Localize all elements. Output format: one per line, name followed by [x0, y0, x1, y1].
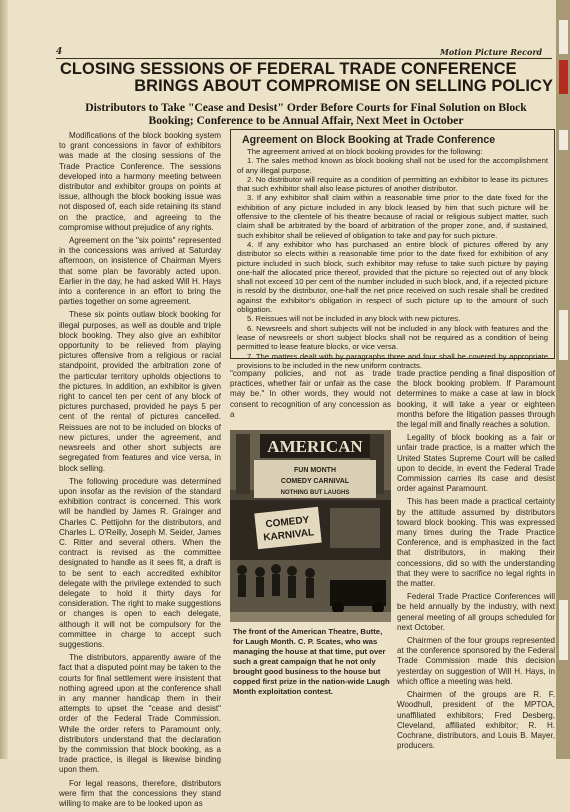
agreement-item: 4. If any exhibitor who has purchased an entire block of pictures offered by any distributor so elects within a reasonable time prior to the date fixed for exhibition of any picture included in such block, such exhibitor may refuse to take such picture by paying one-half the allocated price thereof, provided that the picture so rejected out of any block shall not exceed 10 per cent of the number included in such block, and, if a rejected picture is resold by the distributor, one-half the net price received on such resale shall be credited against the exhibitor's obligation in respect of such picture up to the amount of such obligation. — [237, 239, 548, 315]
edge-tab-red — [559, 60, 568, 94]
paragraph: trade practice pending a final disposition of the block booking problem. If Paramount determines to make a case at law in block booking, it will take a year or eighteen months before the litigation passes through the legal mill and finally reaches a solution. — [397, 369, 555, 430]
headline — [60, 61, 555, 95]
agreement-box — [230, 129, 555, 370]
paragraph: The following procedure was determined upon insofar as the revision of the standard exhibition contract is concerned. This work will be handled by James R. Grainger and Charles C. Pettijohn for the distributors, and Charles L. O'Reilly, Joseph M. Seider, James C. Ritter and several others. When the contract is revised as the committee designated to handle as it sees fit, a draft is to be sent to each accredited exhibitor delegate with the privilege extended to such delegate to hold it thirty days for consideration. The right to make suggestions or changes is open to each delegate, although it will not be compulsory for the committee in charge to accept such suggestions. — [59, 476, 221, 649]
publication-name: Motion Picture Record — [440, 47, 543, 57]
edge-tab — [559, 310, 568, 360]
subheadline-line-2: Booking; Conference to be Annual Affair, Next Meet in October — [148, 114, 464, 127]
headline-line-2: BRINGS ABOUT COMPROMISE ON SELLING POLICY — [134, 77, 553, 95]
subheadline — [58, 101, 554, 127]
theatre-photo-illustration — [230, 430, 391, 622]
paragraph: Chairmen of the four groups represented at the conference sponsored by the Federal Trade Commission made this decision yesterday on suggestion of Will H. Hays, in which office a meeting was held. — [397, 636, 555, 686]
agreement-item: 1. The sales method known as block booking shall not be used for the accomplishment of any illegal purpose. — [237, 156, 548, 175]
comedy-sign-line-1: COMEDY — [265, 514, 310, 531]
article-column-3 — [397, 369, 555, 754]
paragraph: Federal Trade Practice Conferences will be held annually by the industry, with next general meeting of all groups scheduled for next October. — [397, 592, 555, 632]
paragraph: "company policies, and not as trade practices, whether fair or unfair as the case may be." In other words, they would not consent to recognition of any concession as a — [230, 369, 391, 419]
marquee-banner-2: COMEDY CARNIVAL — [280, 478, 350, 485]
marquee-top-text: AMERICAN — [267, 437, 363, 456]
paragraph: Agreement on the "six points" represented in the concessions was arrived at Saturday afternoon, on insistence of Chairman Myers that some plan be favorably acted upon. Earlier in the day, he had asked Will H. Hays into a conference in an effort to bring the parties together on some agreement. — [59, 236, 221, 307]
page-number: 4 — [56, 47, 63, 57]
marquee-banner-1: FUN MONTH — [294, 467, 336, 474]
agreement-item: 7. The matters dealt with by paragraphs three and four shall be covered by appropriate provisions to be included in the new uniform contracts. — [237, 351, 548, 370]
edge-tab — [559, 600, 568, 660]
page-edge-tabs — [556, 0, 570, 759]
agreement-box-title: Agreement on Block Booking at Trade Conference — [242, 134, 496, 146]
paragraph: Legality of block booking as a fair or unfair trade practice, is a matter which the United States Supreme Court will be called upon to decide, in event the Federal Trade Commission carries its case and desist order against Paramount. — [397, 433, 555, 494]
paragraph: Chairmen of the groups are R. F. Woodhull, president of the MPTOA, unaffiliated exhibitors; Fred Desberg, Cleveland, affiliated exhibitor; R. H. Cochrane, distributors, and Louis B. Mayer, producers. — [397, 690, 555, 751]
article-column-1 — [59, 131, 221, 812]
subheadline-line-1: Distributors to Take "Cease and Desist" Order Before Courts for Final Solution on Block — [85, 101, 527, 114]
comedy-sign-line-2: KARNIVAL — [262, 527, 315, 544]
agreement-item: 6. Newsreels and short subjects will not be included in any block with features and the lease of newsreels or short subject blocks shall not be required as a condition of being permitted to lease feature blocks, or vice versa. — [237, 323, 548, 352]
edge-tab — [559, 130, 568, 150]
agreement-item: 2. No distributor will require as a condition of permitting an exhibitor to lease its pictures that such exhibitor shall also lease pictures of another distributor. — [237, 174, 548, 194]
paragraph: The distributors, apparently aware of the fact that a disputed point may be taken to the courts for final settlement were insistent that nothing agreed upon at the conference shall in any manner handicap them in their attempts to upset the "cease and desist" order of the Federal Trade Commission. While the order refers to Paramount only, distributors understand that the declaration by the commission that block booking, as a trade practice, is illegal is likewise binding upon them. — [59, 653, 221, 775]
marquee-banner-3: NOTHING BUT LAUGHS — [280, 490, 350, 496]
theatre-photo — [230, 430, 391, 622]
header-rule — [56, 58, 552, 59]
article-column-2 — [230, 369, 391, 423]
paragraph: These six points outlaw block booking for illegal purposes, as well as double and triple block booking. They also give an exhibitor opportunity to be relieved from playing pictures offensive from a religious or racial standpoint, provided the arbitration zone of the particular territory upholds objections to the pictures. In addition, an exhibitor is given right to cancel ten per cent of any block of pictures purchased, provided he pays 5 per cent of the rental of pictures cancelled. Reissues are not to be included on blocks of new pictures, under the agreement, and newsreels and other short subjects are segregated from features and vice versa, in block selling. — [59, 310, 221, 473]
agreement-item: 3. If any exhibitor shall claim within a reasonable time prior to the date fixed for the exhibition of any picture included in any block leased by him that such picture will be offensive to the clientele of his theatre because of racial or religious subject matter, such claim shall be arbitrated by the board of arbitration of the proper zone, and, if sustained, such exhibitor shall be relieved of obligation to take and pay for such picture. — [237, 193, 548, 240]
page-binding — [0, 0, 8, 759]
paragraph: For legal reasons, therefore, distributors were firm that the concessions they stand willing to make are to be looked upon as — [59, 778, 221, 808]
agreement-item: 5. Reissues will not be included in any block with new pictures. — [247, 314, 461, 324]
edge-tab — [559, 20, 568, 54]
photo-caption: The front of the American Theatre, Butte, for Laugh Month. C. P. Scates, who was managing the house at that time, put over such a great campaign that he not only brought good business to the house but copped first prize in the nation-wide Laugh Month exploitation contest. — [233, 627, 390, 696]
headline-line-1: CLOSING SESSIONS OF FEDERAL TRADE CONFERENCE — [60, 60, 517, 78]
agreement-box-body — [237, 147, 548, 370]
paragraph: This has been made a practical certainty by the attitude assumed by distributors toward block booking. This was expressed many times during the Trade Practice Conference, and is emphasized in the fact that distributors, in making their concessions, did so with the understanding that they were to sacrifice no legal rights in the matter. — [397, 497, 555, 589]
paragraph: Modifications of the block booking system to grant concessions in favor of exhibitors was made at the closing sessions of the Trade Practice Conference. The sessions developed into a harmony meeting between distributor and exhibitor groups on points at issue, although the block booking issue was not disposed of, each side retaining its stand on the practice, and agreeing to the compromise without prejudice of any rights. — [59, 131, 221, 232]
agreement-intro: The agreement arrived at on block booking provides for the following: — [247, 147, 483, 156]
